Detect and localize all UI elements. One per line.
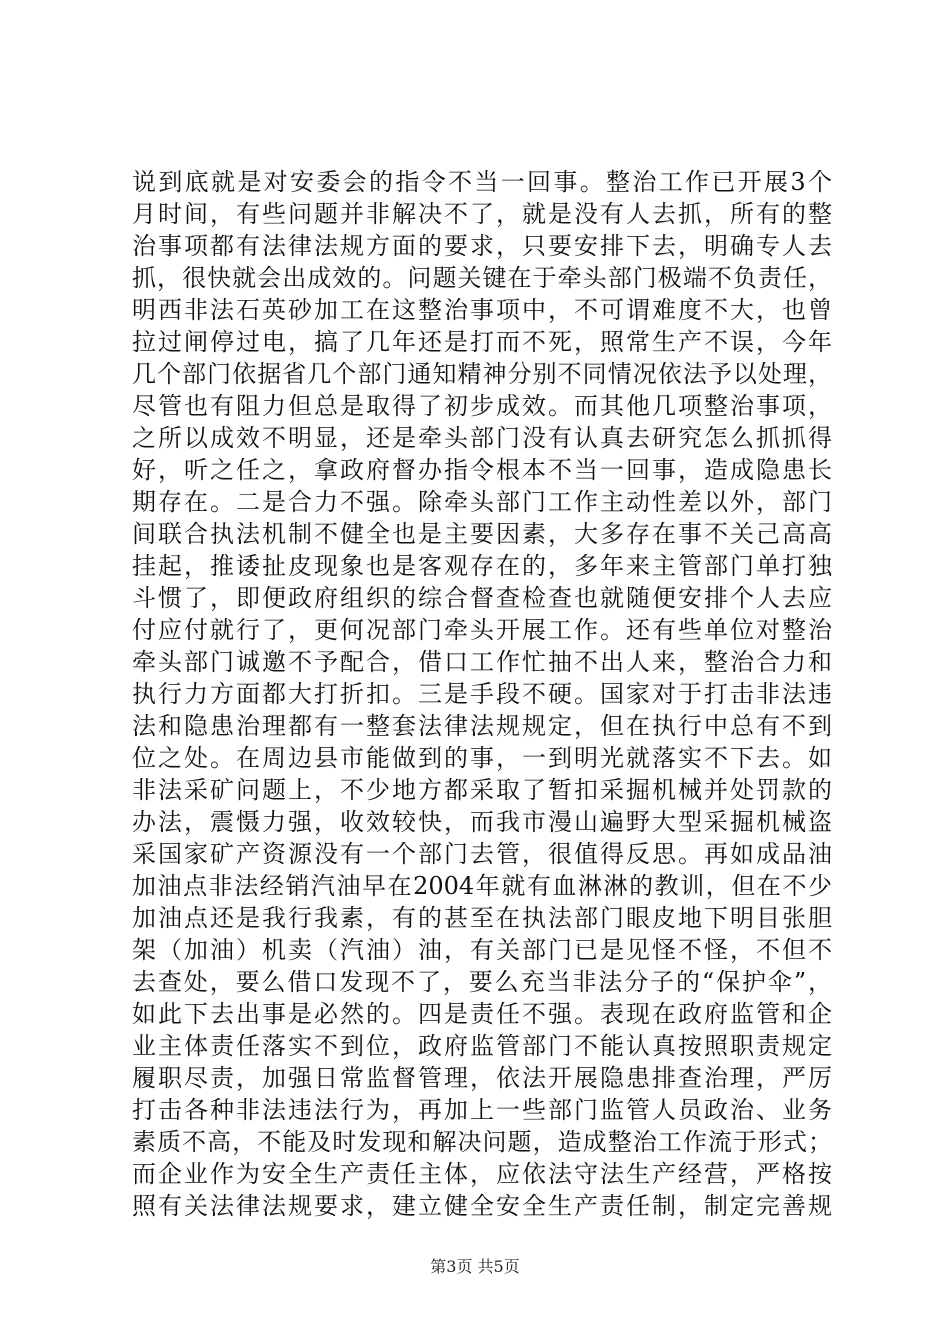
text-line: 素质不高，不能及时发现和解决问题，造成整治工作流于形式； [132,1128,832,1156]
text-line: 加油点还是我行我素，有的甚至在执法部门眼皮地下明目张胆 [132,904,832,932]
text-line: 执行力方面都大打折扣。三是手段不硬。国家对于打击非法违 [132,680,832,708]
text-line: 挂起，推诿扯皮现象也是客观存在的，多年来主管部门单打独 [132,552,832,580]
text-line: 牵头部门诚邀不予配合，借口工作忙抽不出人来，整治合力和 [132,648,832,676]
text-line: 抓，很快就会出成效的。问题关键在于牵头部门极端不负责任， [132,264,832,292]
text-line: 位之处。在周边县市能做到的事，一到明光就落实不下去。如 [132,744,832,772]
text-line: 几个部门依据省几个部门通知精神分别不同情况依法予以处理， [132,360,832,388]
text-line: 业主体责任落实不到位，政府监管部门不能认真按照职责规定 [132,1032,832,1060]
text-line: 办法，震慑力强，收效较快，而我市漫山遍野大型采掘机械盗 [132,808,832,836]
text-line: 去查处，要么借口发现不了，要么充当非法分子的“保护伞”， [132,968,832,996]
text-line: 履职尽责，加强日常监督管理，依法开展隐患排查治理，严厉 [132,1064,832,1092]
text-line: 月时间，有些问题并非解决不了，就是没有人去抓，所有的整 [132,200,832,228]
text-line: 治事项都有法律法规方面的要求，只要安排下去，明确专人去 [132,232,832,260]
body-text [132,166,832,1222]
text-line: 付应付就行了，更何况部门牵头开展工作。还有些单位对整治 [132,616,832,644]
text-line: 间联合执法机制不健全也是主要因素，大多存在事不关己高高 [132,520,832,548]
text-line: 期存在。二是合力不强。除牵头部门工作主动性差以外，部门 [132,488,832,516]
text-line: 架（加油）机卖（汽油）油，有关部门已是见怪不怪，不但不 [132,936,832,964]
text-line: 尽管也有阻力但总是取得了初步成效。而其他几项整治事项， [132,392,832,420]
text-line: 采国家矿产资源没有一个部门去管，很值得反思。再如成品油 [132,840,832,868]
text-line: 说到底就是对安委会的指令不当一回事。整治工作已开展3个 [132,168,832,196]
text-line: 打击各种非法违法行为，再加上一些部门监管人员政治、业务 [132,1096,832,1124]
text-line: 好，听之任之，拿政府督办指令根本不当一回事，造成隐患长 [132,456,832,484]
text-line: 法和隐患治理都有一整套法律法规规定，但在执行中总有不到 [132,712,832,740]
text-line: 非法采矿问题上，不少地方都采取了暂扣采掘机械并处罚款的 [132,776,832,804]
text-line: 明西非法石英砂加工在这整治事项中，不可谓难度不大，也曾 [132,296,832,324]
text-line: 之所以成效不明显，还是牵头部门没有认真去研究怎么抓抓得 [132,424,832,452]
page-footer: 第3页 共5页 [430,1257,520,1276]
text-line: 加油点非法经销汽油早在2004年就有血淋淋的教训，但在不少 [132,872,832,900]
text-line: 斗惯了，即便政府组织的综合督查检查也就随便安排个人去应 [132,584,832,612]
text-line: 拉过闸停过电，搞了几年还是打而不死，照常生产不误，今年 [132,328,832,356]
text-line: 照有关法律法规要求，建立健全安全生产责任制，制定完善规 [132,1192,832,1220]
text-line: 而企业作为安全生产责任主体，应依法守法生产经营，严格按 [132,1160,832,1188]
text-line: 如此下去出事是必然的。四是责任不强。表现在政府监管和企 [132,1000,832,1028]
